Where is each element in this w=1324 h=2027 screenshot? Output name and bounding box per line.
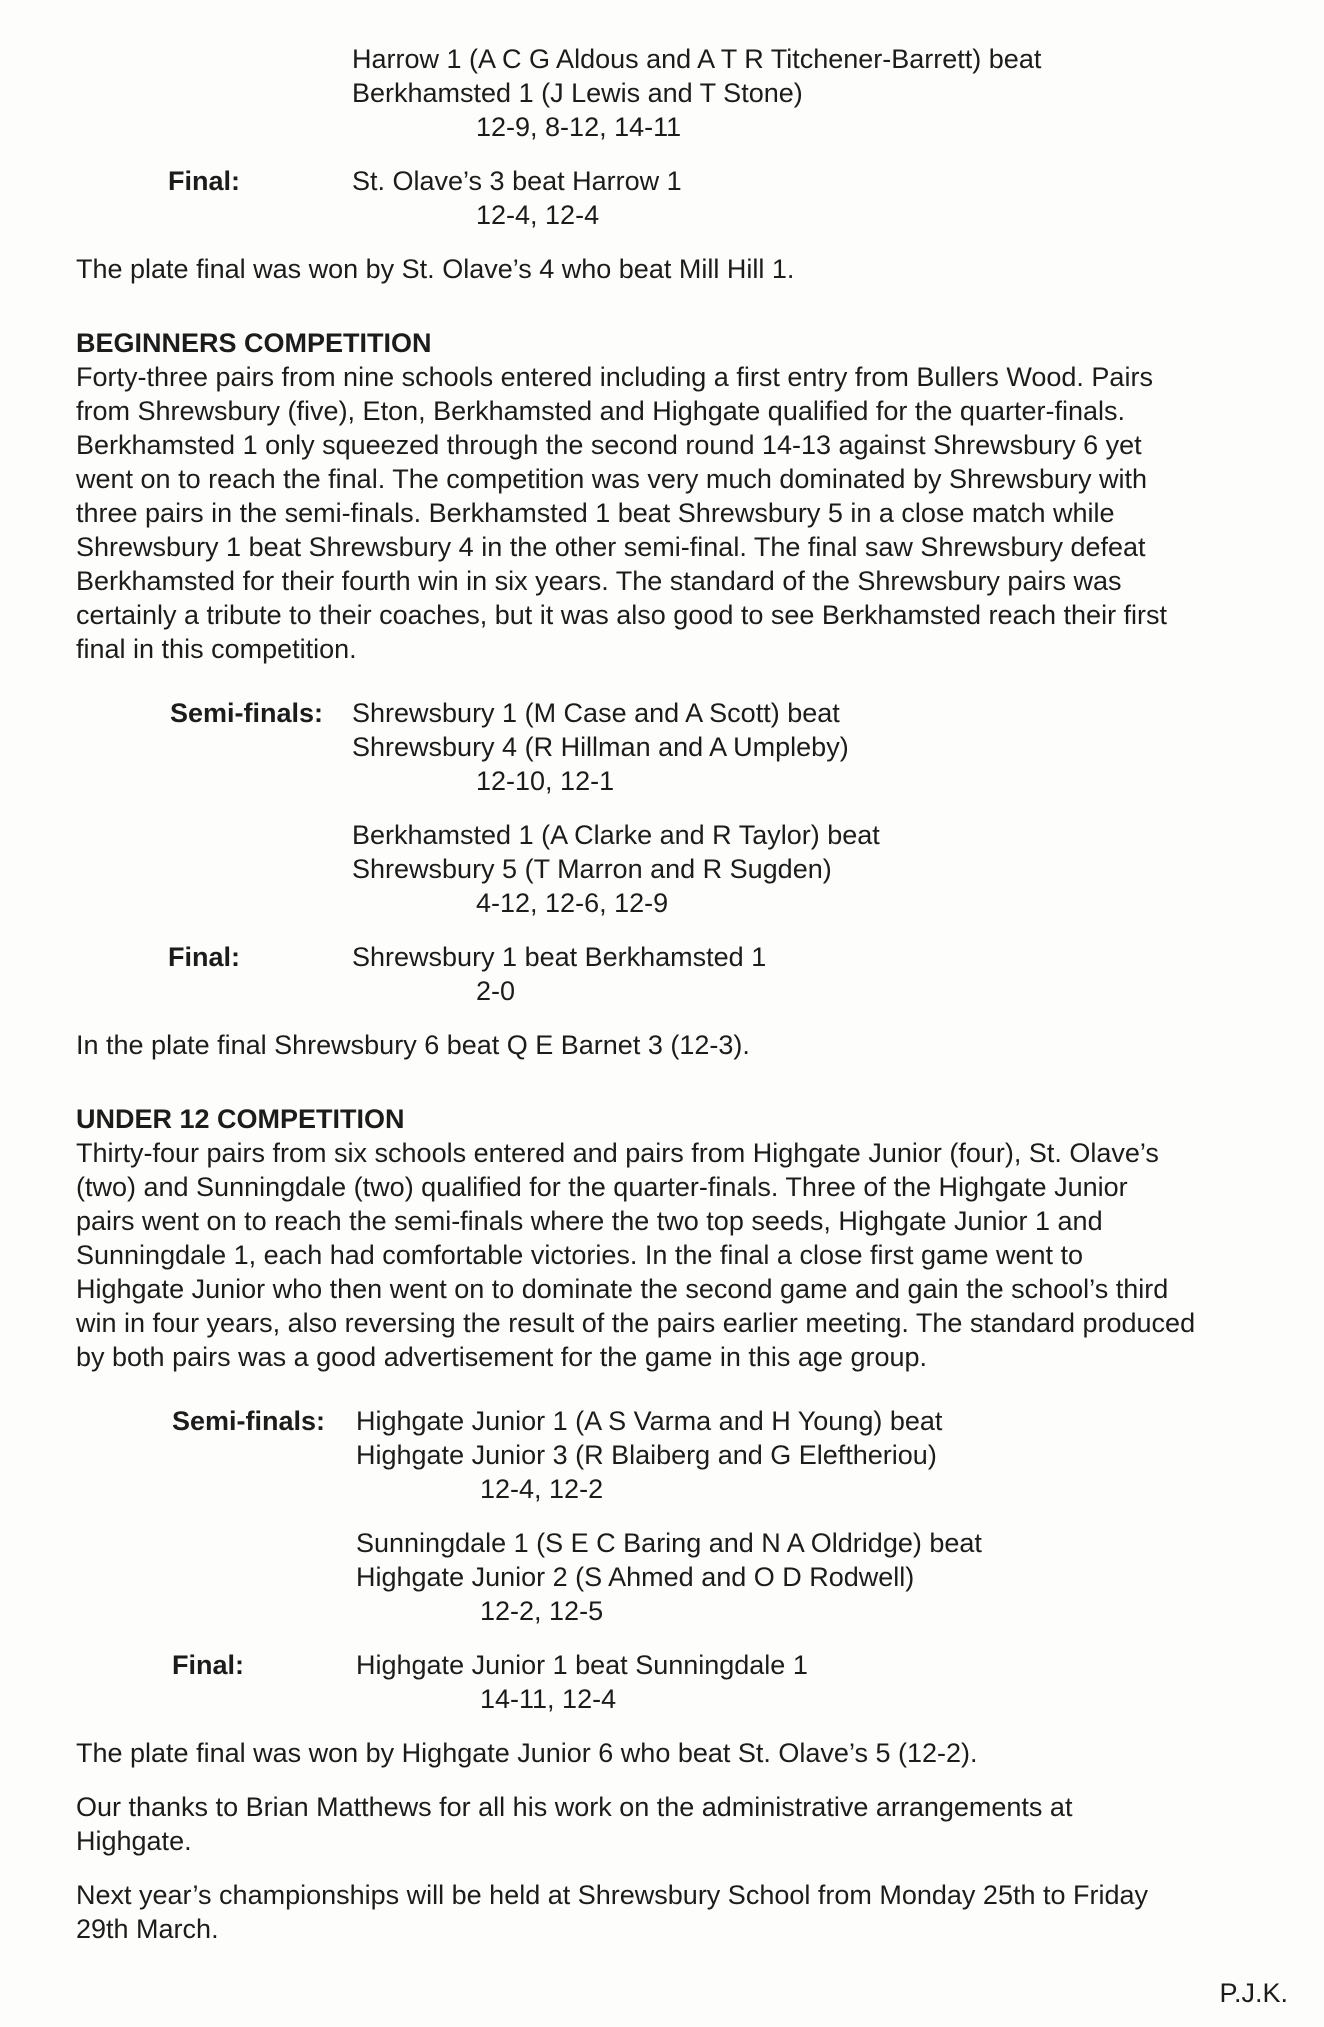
match-line: Highgate Junior 2 (S Ahmed and O D Rodwell) (356, 1562, 915, 1592)
paragraph-line: 29th March. (76, 1914, 219, 1944)
paragraph-line: Shrewsbury 1 beat Shrewsbury 4 in the other semi-final. The final saw Shrewsbury defeat (76, 532, 1146, 562)
paragraph-line: (two) and Sunningdale (two) qualified for the quarter-finals. Three of the Highgate Junior (76, 1172, 1128, 1202)
final-label: Final: (168, 166, 240, 196)
paragraph-line: Sunningdale 1, each had comfortable victories. In the final a close first game went to (76, 1240, 1084, 1270)
match-line: Highgate Junior 1 (A S Varma and H Young) beat (356, 1406, 943, 1436)
match-line: Berkhamsted 1 (A Clarke and R Taylor) beat (352, 820, 880, 850)
match-line: Berkhamsted 1 (J Lewis and T Stone) (352, 78, 803, 108)
paragraph-line: Our thanks to Brian Matthews for all his work on the administrative arrangements at (76, 1792, 1073, 1822)
match-line: Sunningdale 1 (S E C Baring and N A Oldridge) beat (356, 1528, 982, 1558)
match-line: Harrow 1 (A C G Aldous and A T R Titchener-Barrett) beat (352, 44, 1042, 74)
plate-result: The plate final was won by St. Olave’s 4 who beat Mill Hill 1. (76, 254, 795, 284)
match-score: 12-4, 12-4 (476, 200, 600, 230)
match-score: 14-11, 12-4 (480, 1684, 617, 1714)
match-line: Shrewsbury 4 (R Hillman and A Umpleby) (352, 732, 849, 762)
semi-finals-label: Semi-finals: (172, 1406, 326, 1436)
semi-final-match (76, 1526, 1288, 1628)
section-heading: UNDER 12 COMPETITION (76, 1104, 405, 1134)
paragraph-line: Highgate Junior who then went on to dominate the second game and gain the school’s third (76, 1274, 1169, 1304)
section-paragraph (76, 360, 1288, 666)
next-year-paragraph (76, 1878, 1288, 1946)
semi-final-match (76, 1404, 1288, 1506)
match-line: Highgate Junior 3 (R Blaiberg and G Eleftheriou) (356, 1440, 937, 1470)
semi-finals-label: Semi-finals: (170, 698, 324, 728)
paragraph-line: went on to reach the final. The competition was very much dominated by Shrewsbury with (76, 464, 1148, 494)
match-score: 4-12, 12-6, 12-9 (476, 888, 669, 918)
document-page (76, 42, 1288, 2010)
paragraph-line: Berkhamsted 1 only squeezed through the second round 14-13 against Shrewsbury 6 yet (76, 430, 1142, 460)
paragraph-line: by both pairs was a good advertisement for the game in this age group. (76, 1342, 928, 1372)
match-line: Shrewsbury 1 beat Berkhamsted 1 (352, 942, 767, 972)
semi-final-match (76, 696, 1288, 798)
section-heading: BEGINNERS COMPETITION (76, 328, 432, 358)
paragraph-line: Forty-three pairs from nine schools entered including a first entry from Bullers Wood. Pairs (76, 362, 1153, 392)
plate-result: In the plate final Shrewsbury 6 beat Q E Barnet 3 (12-3). (76, 1030, 750, 1060)
match-line: Shrewsbury 1 (M Case and A Scott) beat (352, 698, 840, 728)
final-label: Final: (168, 942, 240, 972)
final-match (76, 164, 1288, 232)
final-label: Final: (172, 1650, 244, 1680)
plate-result: The plate final was won by Highgate Junior 6 who beat St. Olave’s 5 (12-2). (76, 1738, 978, 1768)
paragraph-line: certainly a tribute to their coaches, but it was also good to see Berkhamsted reach their first (76, 600, 1168, 630)
semi-final-match (76, 818, 1288, 920)
paragraph-line: Highgate. (76, 1826, 192, 1856)
thanks-paragraph (76, 1790, 1288, 1858)
signature: P.J.K. (1219, 1978, 1288, 2008)
section-paragraph (76, 1136, 1288, 1374)
paragraph-line: final in this competition. (76, 634, 357, 664)
paragraph-line: three pairs in the semi-finals. Berkhamsted 1 beat Shrewsbury 5 in a close match while (76, 498, 1115, 528)
paragraph-line: from Shrewsbury (five), Eton, Berkhamsted and Highgate qualified for the quarter-finals. (76, 396, 1126, 426)
match-line: St. Olave’s 3 beat Harrow 1 (352, 166, 682, 196)
match-score: 12-9, 8-12, 14-11 (476, 112, 682, 142)
previous-match (76, 42, 1288, 144)
match-line: Shrewsbury 5 (T Marron and R Sugden) (352, 854, 832, 884)
paragraph-line: Next year’s championships will be held at Shrewsbury School from Monday 25th to Friday (76, 1880, 1149, 1910)
match-score: 2-0 (476, 976, 516, 1006)
paragraph-line: win in four years, also reversing the result of the pairs earlier meeting. The standard produced (76, 1308, 1196, 1338)
final-match (76, 1648, 1288, 1716)
match-line: Highgate Junior 1 beat Sunningdale 1 (356, 1650, 808, 1680)
paragraph-line: Thirty-four pairs from six schools entered and pairs from Highgate Junior (four), St. Olave’s (76, 1138, 1159, 1168)
match-score: 12-2, 12-5 (480, 1596, 604, 1626)
paragraph-line: Berkhamsted for their fourth win in six years. The standard of the Shrewsbury pairs was (76, 566, 1122, 596)
match-score: 12-10, 12-1 (476, 766, 615, 796)
match-score: 12-4, 12-2 (480, 1474, 604, 1504)
paragraph-line: pairs went on to reach the semi-finals where the two top seeds, Highgate Junior 1 and (76, 1206, 1103, 1236)
final-match (76, 940, 1288, 1008)
